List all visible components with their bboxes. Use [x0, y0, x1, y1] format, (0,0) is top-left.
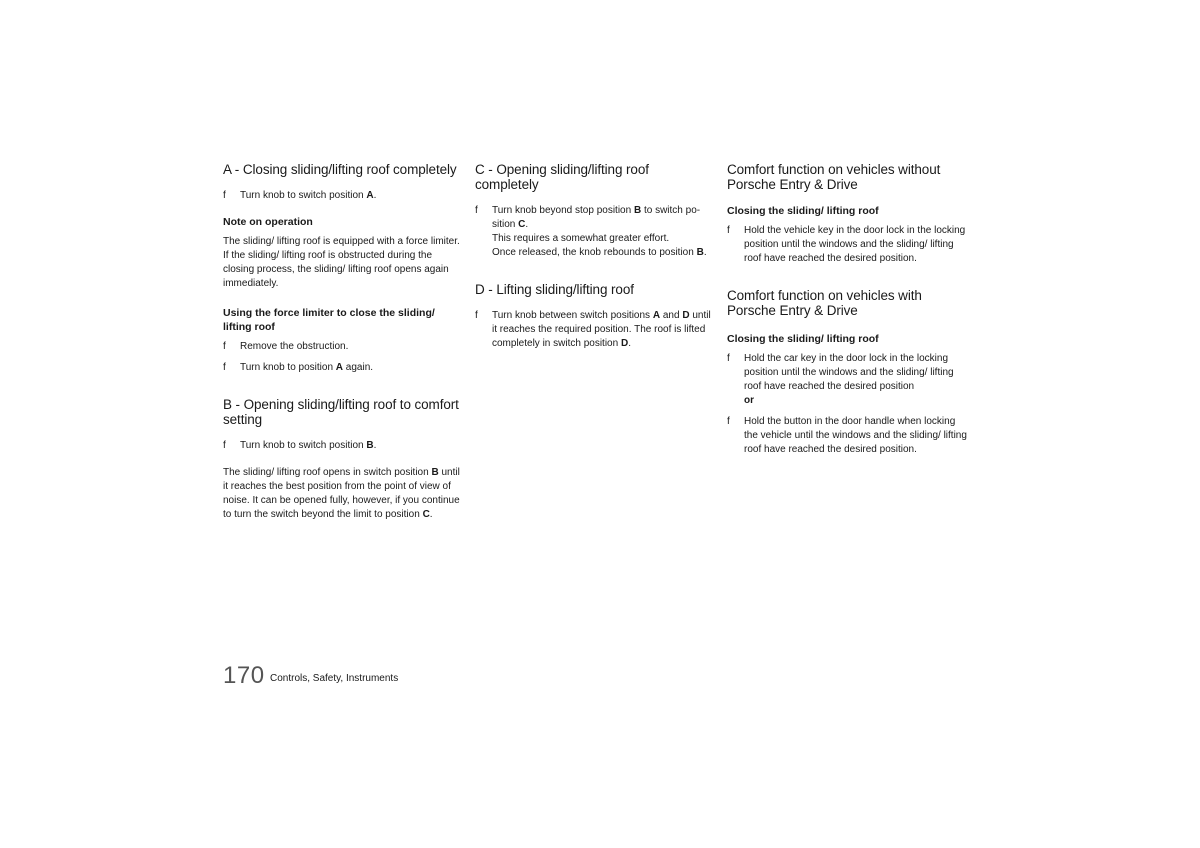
comfort-with-step-2	[727, 415, 967, 457]
bullet-icon: f	[223, 362, 226, 373]
page-number: 170	[223, 662, 265, 689]
section-c-title: C - Opening sliding/lifting roof completely	[475, 162, 649, 192]
force-limiter-step-1	[223, 340, 463, 354]
column-1	[223, 162, 463, 533]
section-d-title: D - Lifting sliding/lifting roof	[475, 282, 634, 297]
bullet-icon: f	[223, 341, 226, 352]
section-a-title: A - Closing sliding/lifting roof completely	[223, 162, 457, 177]
bullet-icon: f	[475, 205, 478, 216]
bullet-icon: f	[475, 310, 478, 321]
step-text: Turn knob to position A again.	[240, 362, 374, 373]
bullet-icon: f	[727, 225, 730, 236]
step-text: Turn knob between switch positions A and D until it reaches the required position. The roof is lifted completely in switch position D.	[492, 310, 711, 349]
comfort-without-heading: Closing the sliding/ lifting roof	[727, 205, 879, 217]
chapter-name: Controls, Safety, Instruments	[270, 673, 399, 684]
section-a-step-1	[223, 189, 463, 203]
bullet-icon: f	[727, 353, 730, 364]
step-text: Remove the obstruction.	[240, 341, 349, 352]
note-heading: Note on operation	[223, 216, 313, 228]
comfort-with-heading: Closing the sliding/ lifting roof	[727, 333, 879, 345]
step-text: Turn knob beyond stop position B to switch po-sition C. This requires a somewhat greater effort. Once released, the knob rebounds to position B.	[492, 205, 707, 258]
bullet-icon: f	[223, 190, 226, 201]
column-2	[475, 162, 715, 358]
comfort-without-step-1	[727, 224, 967, 266]
step-text: Hold the button in the door handle when locking the vehicle until the windows and the sliding/ lifting roof have reached the desired position.	[744, 416, 967, 455]
comfort-with-title: Comfort function on vehicles with Porsche Entry & Drive	[727, 288, 922, 318]
section-b-text: The sliding/ lifting roof opens in switch position B until it reaches the best position from the point of view of noise. It can be opened fully, however, if you continue to turn the switch beyond the limit to position C.	[223, 467, 460, 520]
step-text: Hold the vehicle key in the door lock in the locking position until the windows and the sliding/ lifting roof have reached the desired position.	[744, 225, 966, 264]
bullet-icon: f	[223, 440, 226, 451]
section-c-step-1	[475, 204, 715, 260]
comfort-with-step-1	[727, 352, 967, 408]
column-3	[727, 162, 967, 464]
force-limiter-heading: Using the force limiter to close the sliding/ lifting roof	[223, 307, 435, 333]
step-text: Hold the car key in the door lock in the locking position until the windows and the sliding/ lifting roof have reached the desired position or	[744, 353, 954, 406]
section-b-title: B - Opening sliding/lifting roof to comfort setting	[223, 397, 459, 427]
comfort-without-title: Comfort function on vehicles without Porsche Entry & Drive	[727, 162, 941, 192]
step-text: Turn knob to switch position B.	[240, 440, 377, 451]
bullet-icon: f	[727, 416, 730, 427]
note-text: The sliding/ lifting roof is equipped with a force limiter. If the sliding/ lifting roof is obstructed during the closing process, the sliding/ lifting roof opens again immediately.	[223, 236, 460, 289]
section-b-step-1	[223, 439, 463, 453]
force-limiter-step-2	[223, 361, 463, 375]
step-text: Turn knob to switch position A.	[240, 190, 377, 201]
section-d-step-1	[475, 309, 715, 351]
